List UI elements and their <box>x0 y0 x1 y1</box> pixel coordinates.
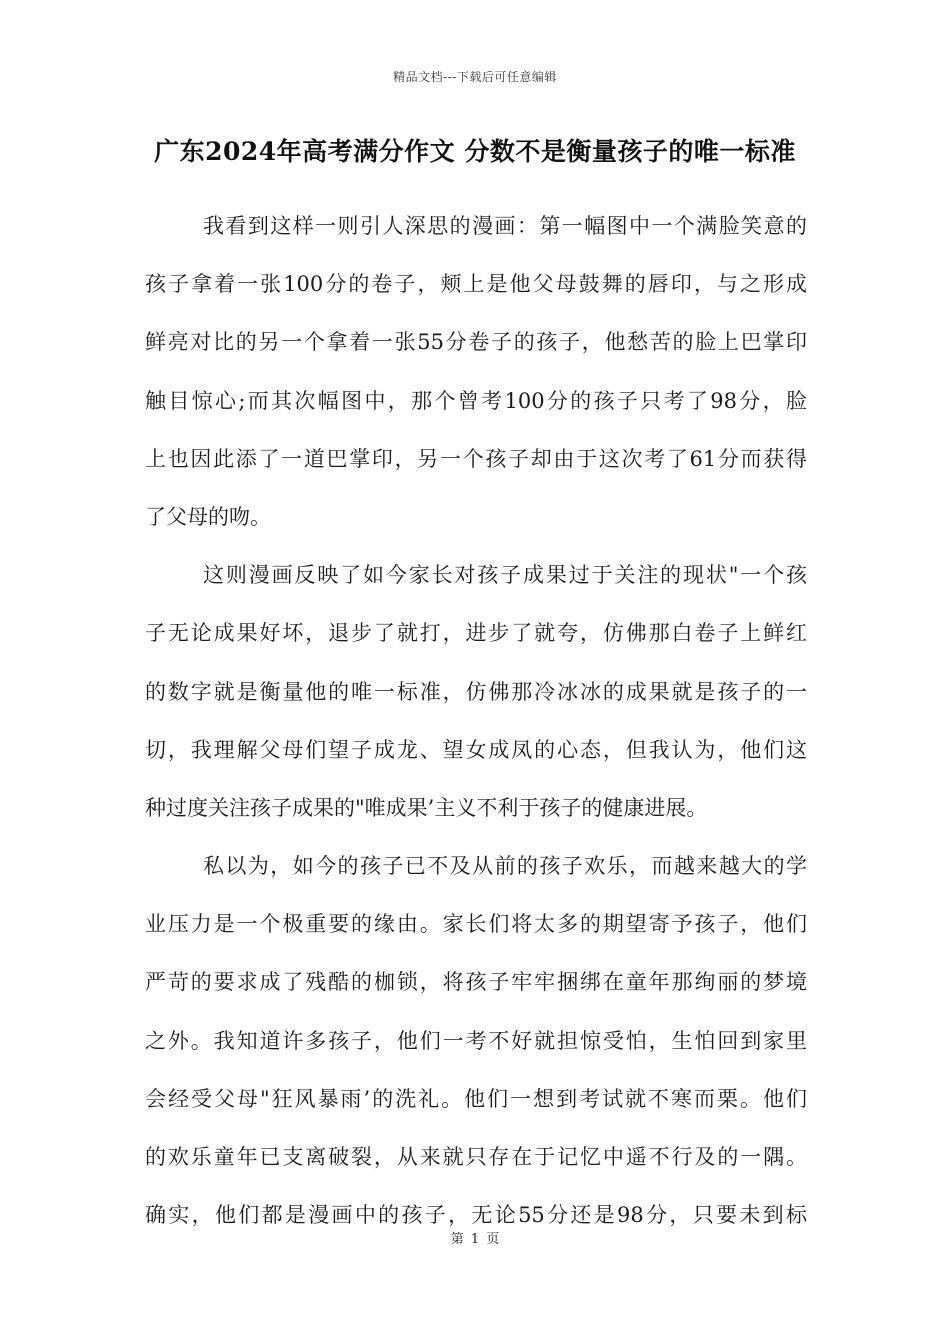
article-title: 广东2024年高考满分作文 分数不是衡量孩子的唯一标准 <box>154 137 796 166</box>
page-header: 精品文档---下载后可任意编辑 <box>393 70 557 84</box>
paragraph-1-line-4: 触目惊心;而其次幅图中，那个曾考100分的孩子只考了98分，脸 <box>145 388 807 413</box>
paragraph-1-line-5: 上也因此添了一道巴掌印，另一个孩子却由于这次考了61分而获得 <box>145 446 807 471</box>
paragraph-1-line-6: 了父母的吻。 <box>145 504 271 529</box>
paragraph-3-line-4: 之外。我知道许多孩子，他们一考不好就担惊受怕，生怕回到家里 <box>145 1028 807 1053</box>
paragraph-1-line-3: 鲜亮对比的另一个拿着一张55分卷子的孩子，他愁苦的脸上巴掌印 <box>145 330 807 355</box>
paragraph-1-line-1: 我看到这样一则引人深思的漫画：第一幅图中一个满脸笑意的 <box>203 214 807 238</box>
paragraph-3-line-5: 会经受父母"狂风暴雨’的洗礼。他们一想到考试就不寒而栗。他们 <box>145 1086 807 1111</box>
page-number: 第 1 页 <box>450 1232 500 1247</box>
paragraph-3-line-6: 的欢乐童年已支离破裂，从来就只存在于记忆中遥不行及的一隅。 <box>145 1145 807 1169</box>
paragraph-3-line-2: 业压力是一个极重要的缘由。家长们将太多的期望寄予孩子，他们 <box>145 912 807 937</box>
article-body <box>145 197 807 1244</box>
paragraph-2-line-5: 种过度关注孩子成果的"唯成果’主义不利于孩子的健康进展。 <box>145 795 708 820</box>
paragraph-2-line-4: 切，我理解父母们望子成龙、望女成凤的心态，但我认为，他们这 <box>145 737 807 762</box>
paragraph-3-line-1: 私以为，如今的孩子已不及从前的孩子欢乐，而越来越大的学 <box>203 854 807 879</box>
paragraph-2-line-2: 子无论成果好坏，退步了就打，进步了就夸，仿佛那白卷子上鲜红 <box>145 621 807 646</box>
paragraph-1-line-2: 孩子拿着一张100分的卷子，颊上是他父母鼓舞的唇印，与之形成 <box>145 272 807 297</box>
paragraph-3-line-3: 严苛的要求成了残酷的枷锁，将孩子牢牢捆绑在童年那绚丽的梦境 <box>145 970 807 995</box>
paragraph-3-line-7: 确实，他们都是漫画中的孩子，无论55分还是98分，只要未到标 <box>145 1203 807 1228</box>
paragraph-2-line-1: 这则漫画反映了如今家长对孩子成果过于关注的现状"一个孩 <box>203 563 807 588</box>
paragraph-2-line-3: 的数字就是衡量他的唯一标准，仿佛那冷冰冰的成果就是孩子的一 <box>145 679 807 704</box>
